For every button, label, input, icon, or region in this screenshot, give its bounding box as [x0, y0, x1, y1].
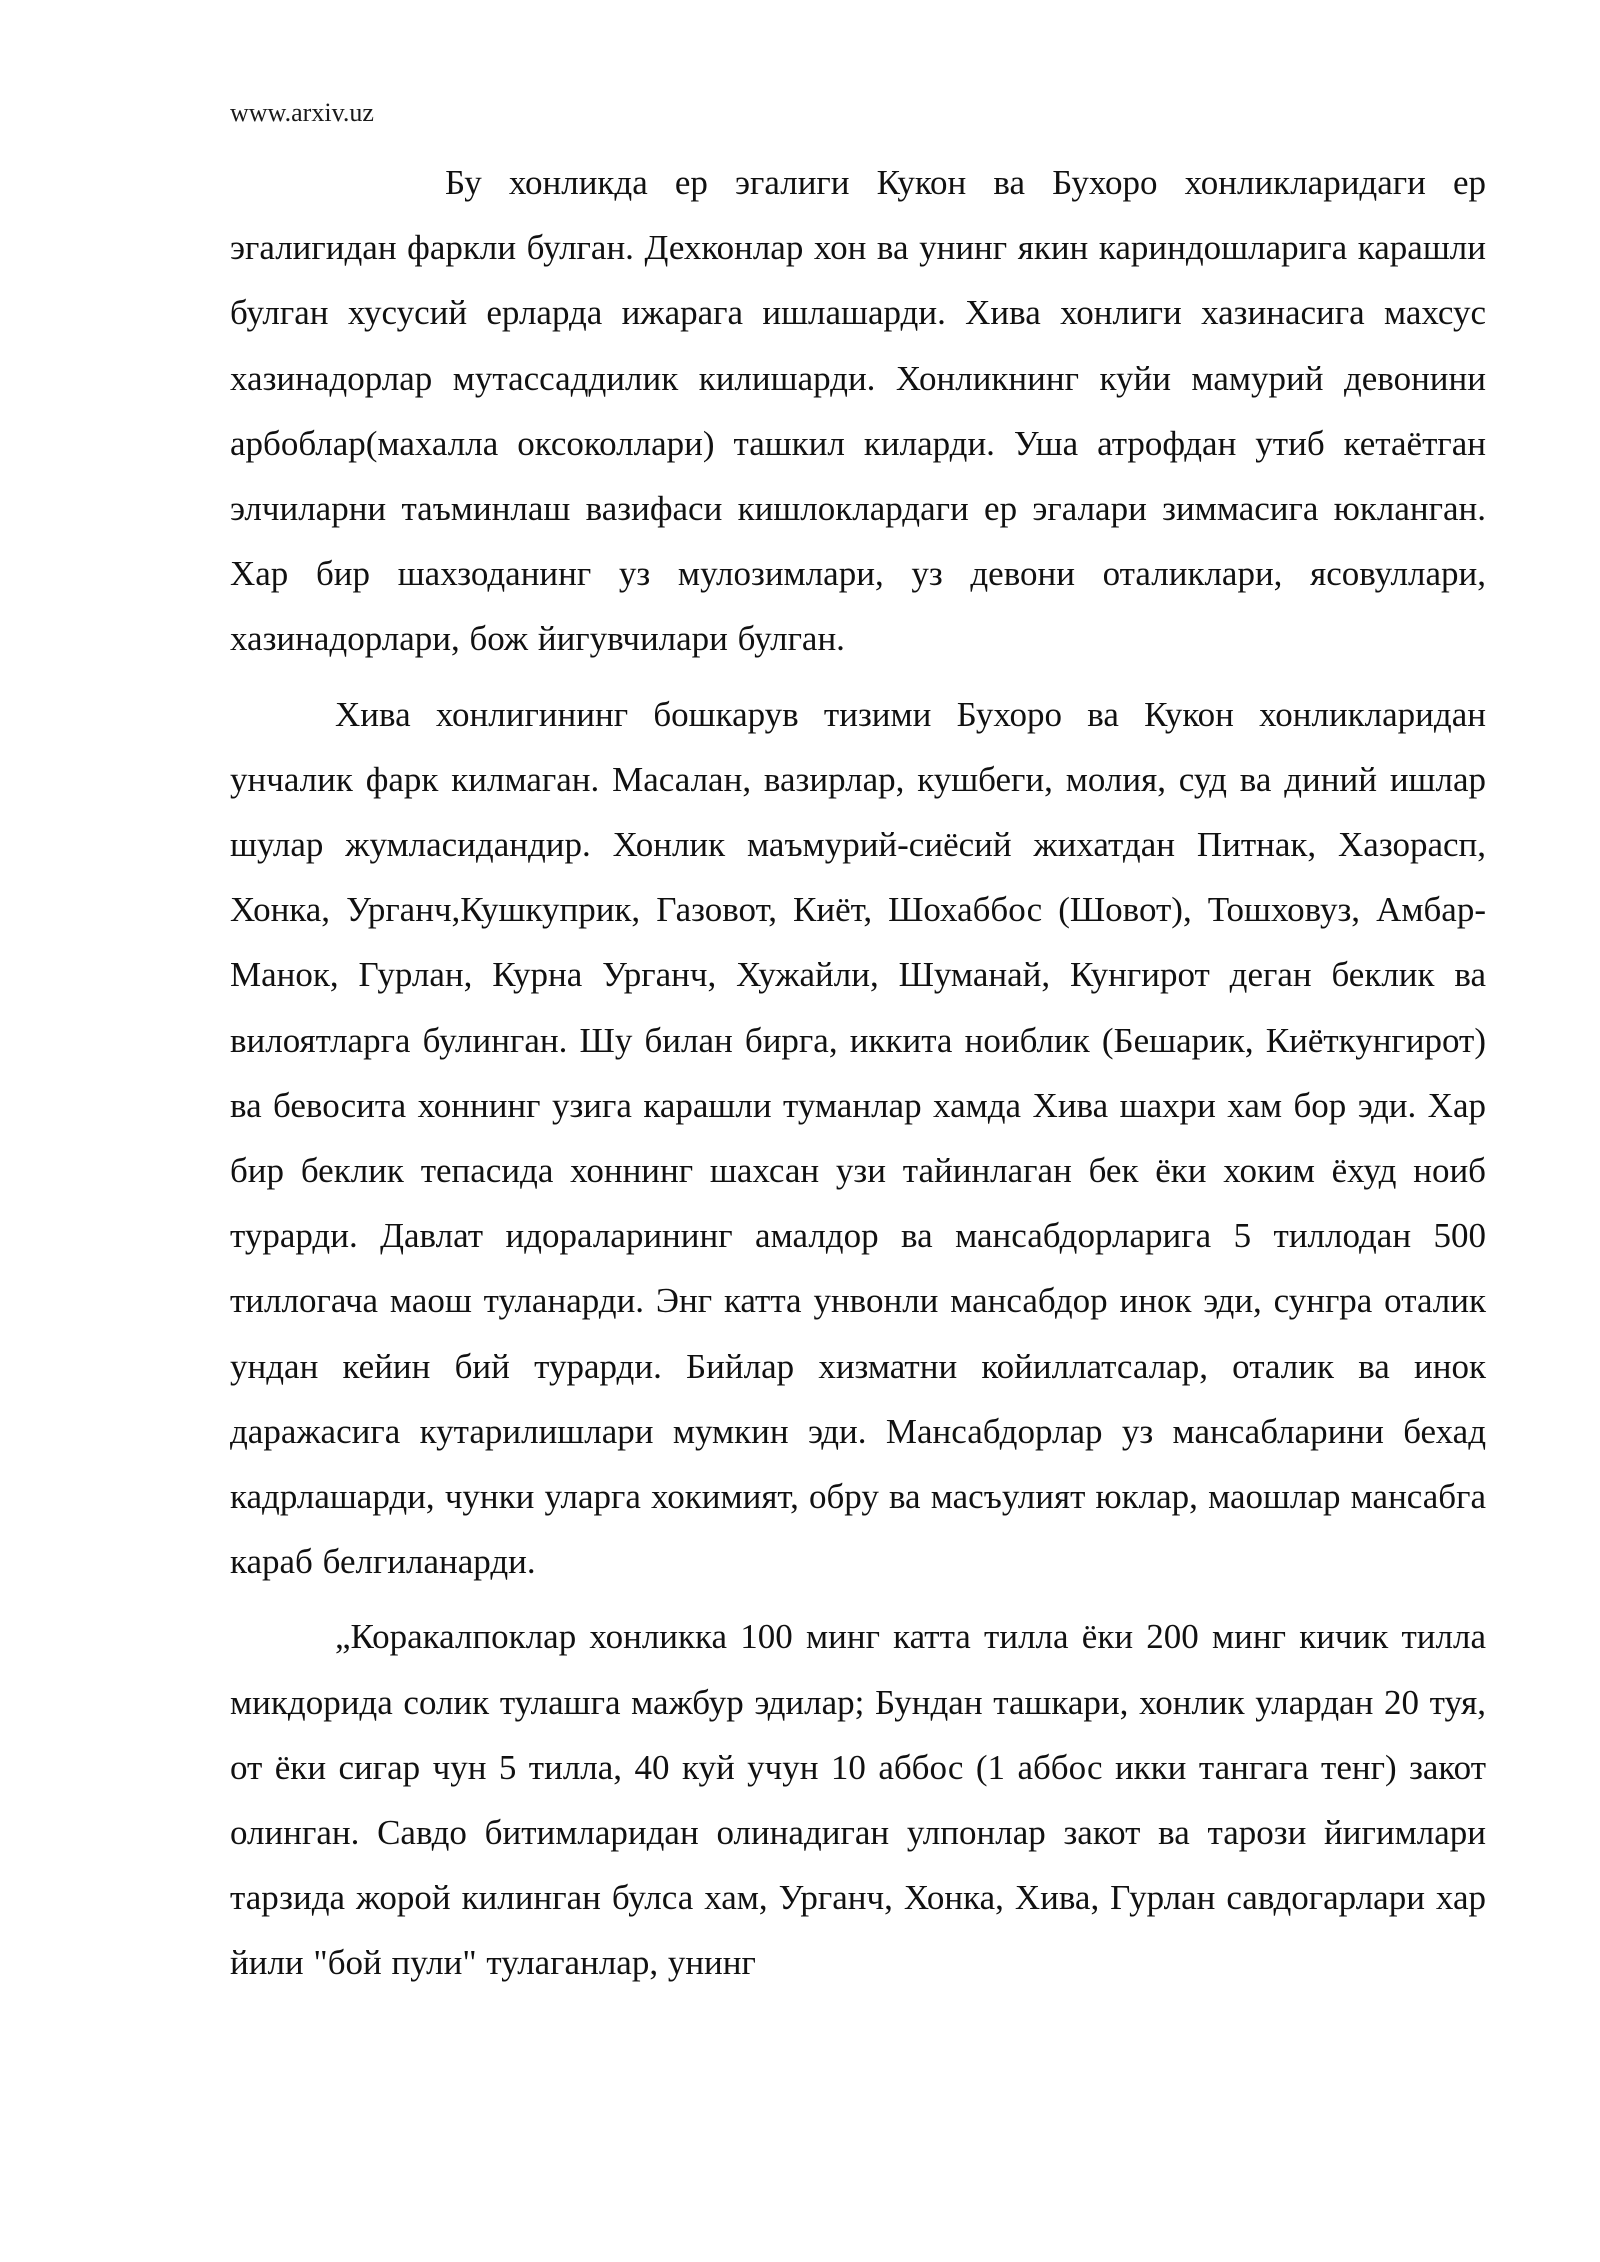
document-body — [230, 150, 1486, 1996]
paragraph-taxes: „Коракалпоклар хонликка 100 минг катта тилла ёки 200 минг кичик тилла микдорида солик тулашга мажбур эдилар; Бундан ташкари, хонлик улардан 20 туя, от ёки сигар чун 5 тилла, 40 куй учун 10 аббос (1 аббос икки тангага тенг) закот олинган. Савдо битимларидан олинадиган улпонлар закот ва тарози йигимлари тарзида жорой килинган булса хам, Урганч, Хонка, Хива, Гурлан савдогарлари хар йили "бой пули" тулаганлар, унинг — [230, 1617, 1486, 1983]
paragraph-land-ownership: Бу хонликда ер эгалиги Кукон ва Бухоро хонликларидаги ер эгалигидан фаркли булган. Дехконлар хон ва унинг якин кариндошларига карашли булган хусусий ерларда ижарага ишлашарди. Хива хонлиги хазинасига махсус хазинадорлар мутассаддилик килишарди. Хонликнинг куйи мамурий девонини арбоблар(махалла оксоколлари) ташкил киларди. Уша атрофдан утиб кетаётган элчиларни таъминлаш вазифаси кишлоклардаги ер эгалари зиммасига юкланган. Хар бир шахзоданинг уз мулозимлари, уз девони оталиклари, ясовуллари, хазинадорлари, бож йигувчилари булган. — [230, 163, 1486, 659]
paragraph-governance: Хива хонлигининг бошкарув тизими Бухоро ва Кукон хонликларидан унчалик фарк килмаган. Масалан, вазирлар, кушбеги, молия, суд ва диний ишлар шулар жумласидандир. Хонлик маъмурий-сиёсий жихатдан Питнак, Хазорасп, Хонка, Урганч,Кушкуприк, Газовот, Киёт, Шохаббос (Шовот), Тошховуз, Амбар-Манок, Гурлан, Курна Урганч, Хужайли, Шуманай, Кунгирот деган беклик ва вилоятларга булинган. Шу билан бирга, иккита ноиблик (Бешарик, Киёткунгирот) ва бевосита хоннинг узига карашли туманлар хамда Хива шахри хам бор эди. Хар бир беклик тепасида хоннинг шахсан узи тайинлаган бек ёки хоким ёхуд ноиб турарди. Давлат идораларининг амалдор ва мансабдорларига 5 тиллодан 500 тиллогача маош туланарди. Энг катта унвонли мансабдор инок эди, сунгра оталик ундан кейин бий турарди. Бийлар хизматни койиллатсалар, оталик ва инок даражасига кутарилишлари мумкин эди. Мансабдорлар уз мансабларини бехад кадрлашарди, чунки уларга хокимият, обру ва масъулият юклар, маошлар мансабга караб белгиланарди. — [230, 694, 1486, 1582]
site-url-header: www.arxiv.uz — [230, 98, 374, 127]
